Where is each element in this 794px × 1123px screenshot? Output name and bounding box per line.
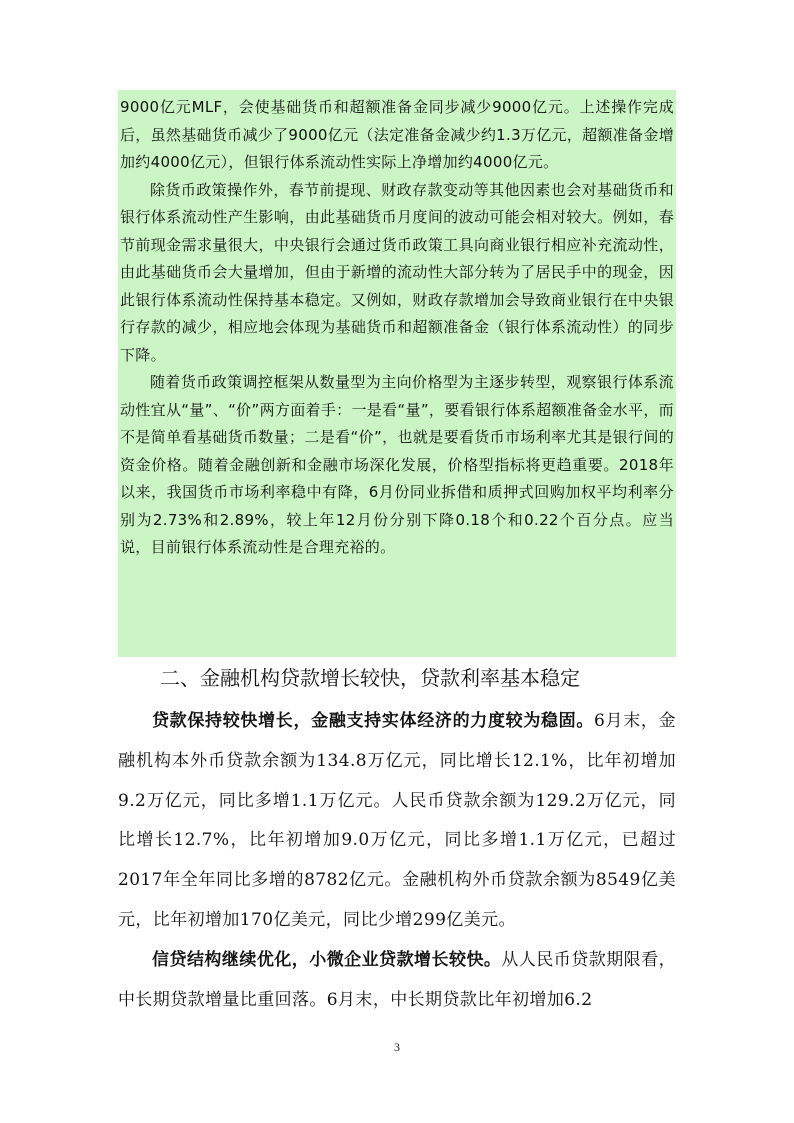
body-paragraph-2 — [118, 941, 676, 1021]
highlight-paragraph-3: 随着货币政策调控框架从数量型为主向价格型为主逐步转型，观察银行体系流动性宜从“量”、“价”两方面着手：一是看“量”，要看银行体系超额准备金水平，而不是简单看基础货币数量；二是看“价”，也就是要看货币市场利率尤其是银行间的资金价格。随着金融创新和金融市场深化发展，价格型指标将更趋重要。2018年以来，我国货币市场利率稳中有降，6月份同业拆借和质押式回购加权平均利率分别为2.73%和2.89%，较上年12月份分别下降0.18个和0.22个百分点。应当说，目前银行体系流动性是合理充裕的。 — [120, 373, 674, 556]
paragraph-text: 从人民币贷款期限看，中长期贷款增量比重回落。6月末，中长期贷款比年初增加6.2 — [118, 949, 677, 1010]
paragraph-lead-bold: 贷款保持较快增长，金融支持实体经济的力度较为稳固。 — [152, 711, 595, 731]
highlight-paragraph-1: 9000亿元MLF，会使基础货币和超额准备金同步减少9000亿元。上述操作完成后，虽然基础货币减少了9000亿元（法定准备金减少约1.3万亿元，超额准备金增加约4000亿元），但银行体系流动性实际上净增加约4000亿元。 — [120, 98, 674, 171]
body-text — [118, 702, 676, 1020]
section-heading: 二、金融机构贷款增长较快，贷款利率基本稳定 — [160, 666, 580, 690]
paragraph-lead-bold: 信贷结构继续优化，小微企业贷款增长较快。 — [152, 949, 502, 970]
page-number: 3 — [394, 1040, 400, 1054]
highlighted-text-box — [118, 90, 676, 657]
body-paragraph-1 — [118, 702, 676, 941]
paragraph-text: 6月末，金融机构本外币贷款余额为134.8万亿元，同比增长12.1%，比年初增加9.2万亿元，同比多增1.1万亿元。人民币贷款余额为129.2万亿元，同比增长12.7%，比年初增加9.0万亿元，同比多增1.1万亿元，已超过2017年全年同比多增的8782亿元。金融机构外币贷款余额为8549亿美元，比年初增加170亿美元，同比少增299亿美元。 — [118, 711, 676, 930]
highlight-paragraph-2: 除货币政策操作外，春节前提现、财政存款变动等其他因素也会对基础货币和银行体系流动性产生影响，由此基础货币月度间的波动可能会相对较大。例如，春节前现金需求量很大，中央银行会通过货币政策工具向商业银行相应补充流动性，由此基础货币会大量增加，但由于新增的流动性大部分转为了居民手中的现金，因此银行体系流动性保持基本稳定。又例如，财政存款增加会导致商业银行在中央银行存款的减少，相应地会体现为基础货币和超额准备金（银行体系流动性）的同步下降。 — [120, 180, 674, 364]
